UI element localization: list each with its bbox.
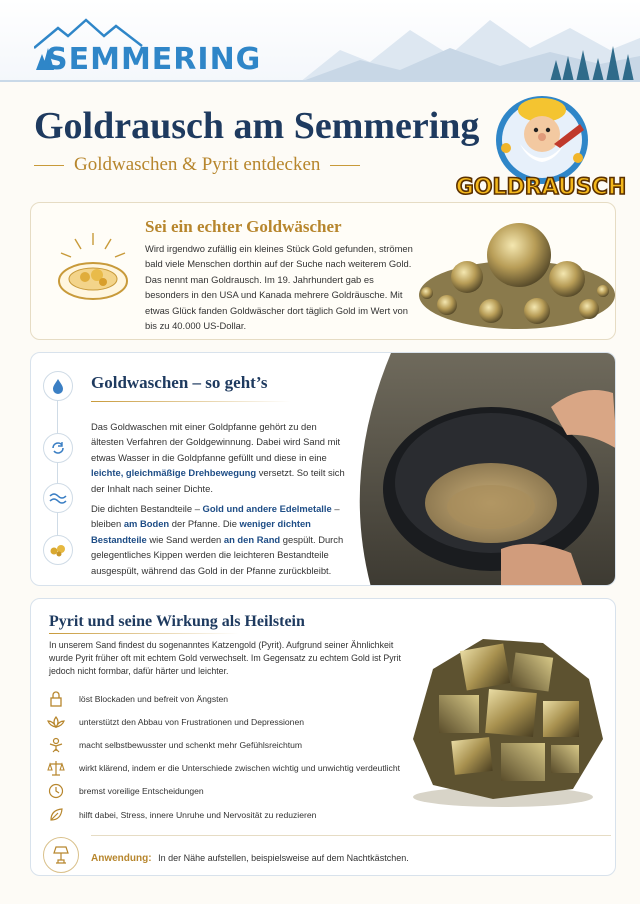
section2-p2-text-c: der Pfanne. Die bbox=[169, 518, 240, 530]
benefit-text: hilft dabei, Stress, innere Unruhe und Nervosität zu reduzieren bbox=[79, 809, 317, 820]
usage-note bbox=[91, 853, 409, 864]
section2-p1-text-a: Das Goldwaschen mit einer Goldpfanne gehört zu den ältesten Verfahren der Goldgewinnung. Dabei wird Sand mit etwas Wasser in die Goldpfanne gefüllt und diese in eine bbox=[91, 421, 341, 463]
waves-icon bbox=[43, 483, 73, 513]
page-subtitle: Goldwaschen & Pyrit entdecken bbox=[74, 154, 321, 175]
benefit-text: bremst voreilige Entscheidungen bbox=[79, 786, 204, 797]
section-goldwaescher bbox=[30, 202, 616, 340]
lamp-icon bbox=[43, 837, 79, 873]
clock-icon bbox=[45, 782, 67, 800]
lock-icon bbox=[45, 690, 67, 708]
usage-text: In der Nähe aufstellen, beispielsweise auf dem Nachtkästchen. bbox=[158, 853, 409, 863]
rotate-icon bbox=[43, 433, 73, 463]
badge-text: GOLDRAUSCH bbox=[456, 175, 626, 200]
benefit-item bbox=[45, 710, 425, 733]
section2-p2-text-a: Die dichten Bestandteile – bbox=[91, 503, 203, 514]
step-icons bbox=[41, 367, 75, 577]
goldrausch-badge bbox=[456, 88, 626, 206]
section2-p2-text-e: gespült. Durch gelegentliches Kippen werden die leichteren Bestandteile ausgespült, während das Gold in der Pfanne zurückbleibt. bbox=[91, 533, 344, 576]
section2-p2-highlight-1: Gold und andere Edelmetalle bbox=[202, 503, 332, 514]
person-icon bbox=[45, 736, 67, 754]
subtitle-rule-left bbox=[34, 165, 64, 166]
header-divider bbox=[0, 80, 640, 82]
section-pyrit bbox=[30, 598, 616, 876]
section3-rule bbox=[49, 633, 239, 634]
benefit-text: macht selbstbewusster und schenkt mehr Gefühlsreichtum bbox=[79, 739, 303, 750]
usage-label: Anwendung: bbox=[91, 853, 152, 864]
section2-title: Goldwaschen – so geht’s bbox=[91, 373, 268, 392]
gold-nuggets-icon bbox=[43, 535, 73, 565]
section2-p1-highlight: leichte, gleichmäßige Drehbewegung bbox=[91, 467, 257, 479]
benefit-item bbox=[45, 733, 425, 756]
benefits-list bbox=[45, 687, 425, 826]
gold-pan-icon bbox=[51, 229, 135, 315]
section2-p1-text-b: versetzt. So teilt sich der Inhalt nach seiner Dichte. bbox=[91, 467, 345, 494]
section2-paragraph1 bbox=[91, 419, 349, 496]
section2-p2-text-d: wie Sand werden bbox=[146, 533, 224, 545]
section3-divider bbox=[91, 835, 611, 836]
section3-title: Pyrit und seine Wirkung als Heilstein bbox=[49, 613, 305, 630]
header bbox=[0, 0, 640, 82]
subtitle-row bbox=[34, 154, 360, 176]
subtitle-rule-right bbox=[330, 165, 360, 166]
pyrite-nuggets-image bbox=[407, 207, 616, 337]
mountains-illustration bbox=[300, 0, 640, 82]
section2-p2-highlight-3: weniger dichten Bestandteile bbox=[91, 518, 311, 545]
section1-text: Wird irgendwo zufällig ein kleines Stück Gold gefunden, strömen bald viele Menschen dorthin auf der Suche nach weiterem Gold. Das nennt man Goldrausch. Im 19. Jahrhundert gab es besonders in den USA und Kanada mehrere Goldräusche. Mit etwas Glück fanden Goldwäscher dort täglich Gold im Wert von bis zu 40.000 US-Dollar. bbox=[145, 243, 413, 332]
scales-icon bbox=[45, 759, 67, 777]
section1-title: Sei ein echter Goldwäscher bbox=[145, 217, 342, 236]
benefit-text: unterstützt den Abbau von Frustrationen und Depressionen bbox=[79, 716, 305, 727]
page-title: Goldrausch am Semmering bbox=[34, 105, 480, 147]
lotus-icon bbox=[45, 713, 67, 731]
benefit-text: wirkt klärend, indem er die Unterschiede zwischen wichtig und unwichtig verdeutlicht bbox=[79, 763, 400, 774]
section-goldwaschen bbox=[30, 352, 616, 586]
benefit-item bbox=[45, 803, 425, 826]
benefit-item bbox=[45, 757, 425, 780]
benefit-text: löst Blockaden und befreit von Ängsten bbox=[79, 693, 229, 704]
section2-p2-text-b: – bleiben bbox=[91, 503, 340, 530]
pyrite-stone-image bbox=[393, 619, 611, 809]
section2-p2-highlight-2: am Boden bbox=[123, 518, 170, 530]
section2-rule bbox=[91, 401, 291, 402]
section2-paragraph2 bbox=[91, 501, 353, 578]
water-drop-icon bbox=[43, 371, 73, 401]
gold-panning-photo bbox=[351, 353, 616, 586]
benefit-item bbox=[45, 687, 425, 710]
section3-intro: In unserem Sand findest du sogenanntes Katzengold (Pyrit). Aufgrund seiner Ähnlichkeit wurde Pyrit früher oft mit echtem Gold verwechselt. Im Gegensatz zu echtem Gold ist Pyrit jedoch nicht formbar, dafür härter und leichter. bbox=[49, 640, 402, 676]
section2-p2-highlight-4: an den Rand bbox=[223, 533, 281, 545]
benefit-item bbox=[45, 780, 425, 803]
brand-name: SEMMERING bbox=[46, 42, 262, 77]
leaf-icon bbox=[45, 806, 67, 824]
step-connector bbox=[57, 383, 58, 559]
